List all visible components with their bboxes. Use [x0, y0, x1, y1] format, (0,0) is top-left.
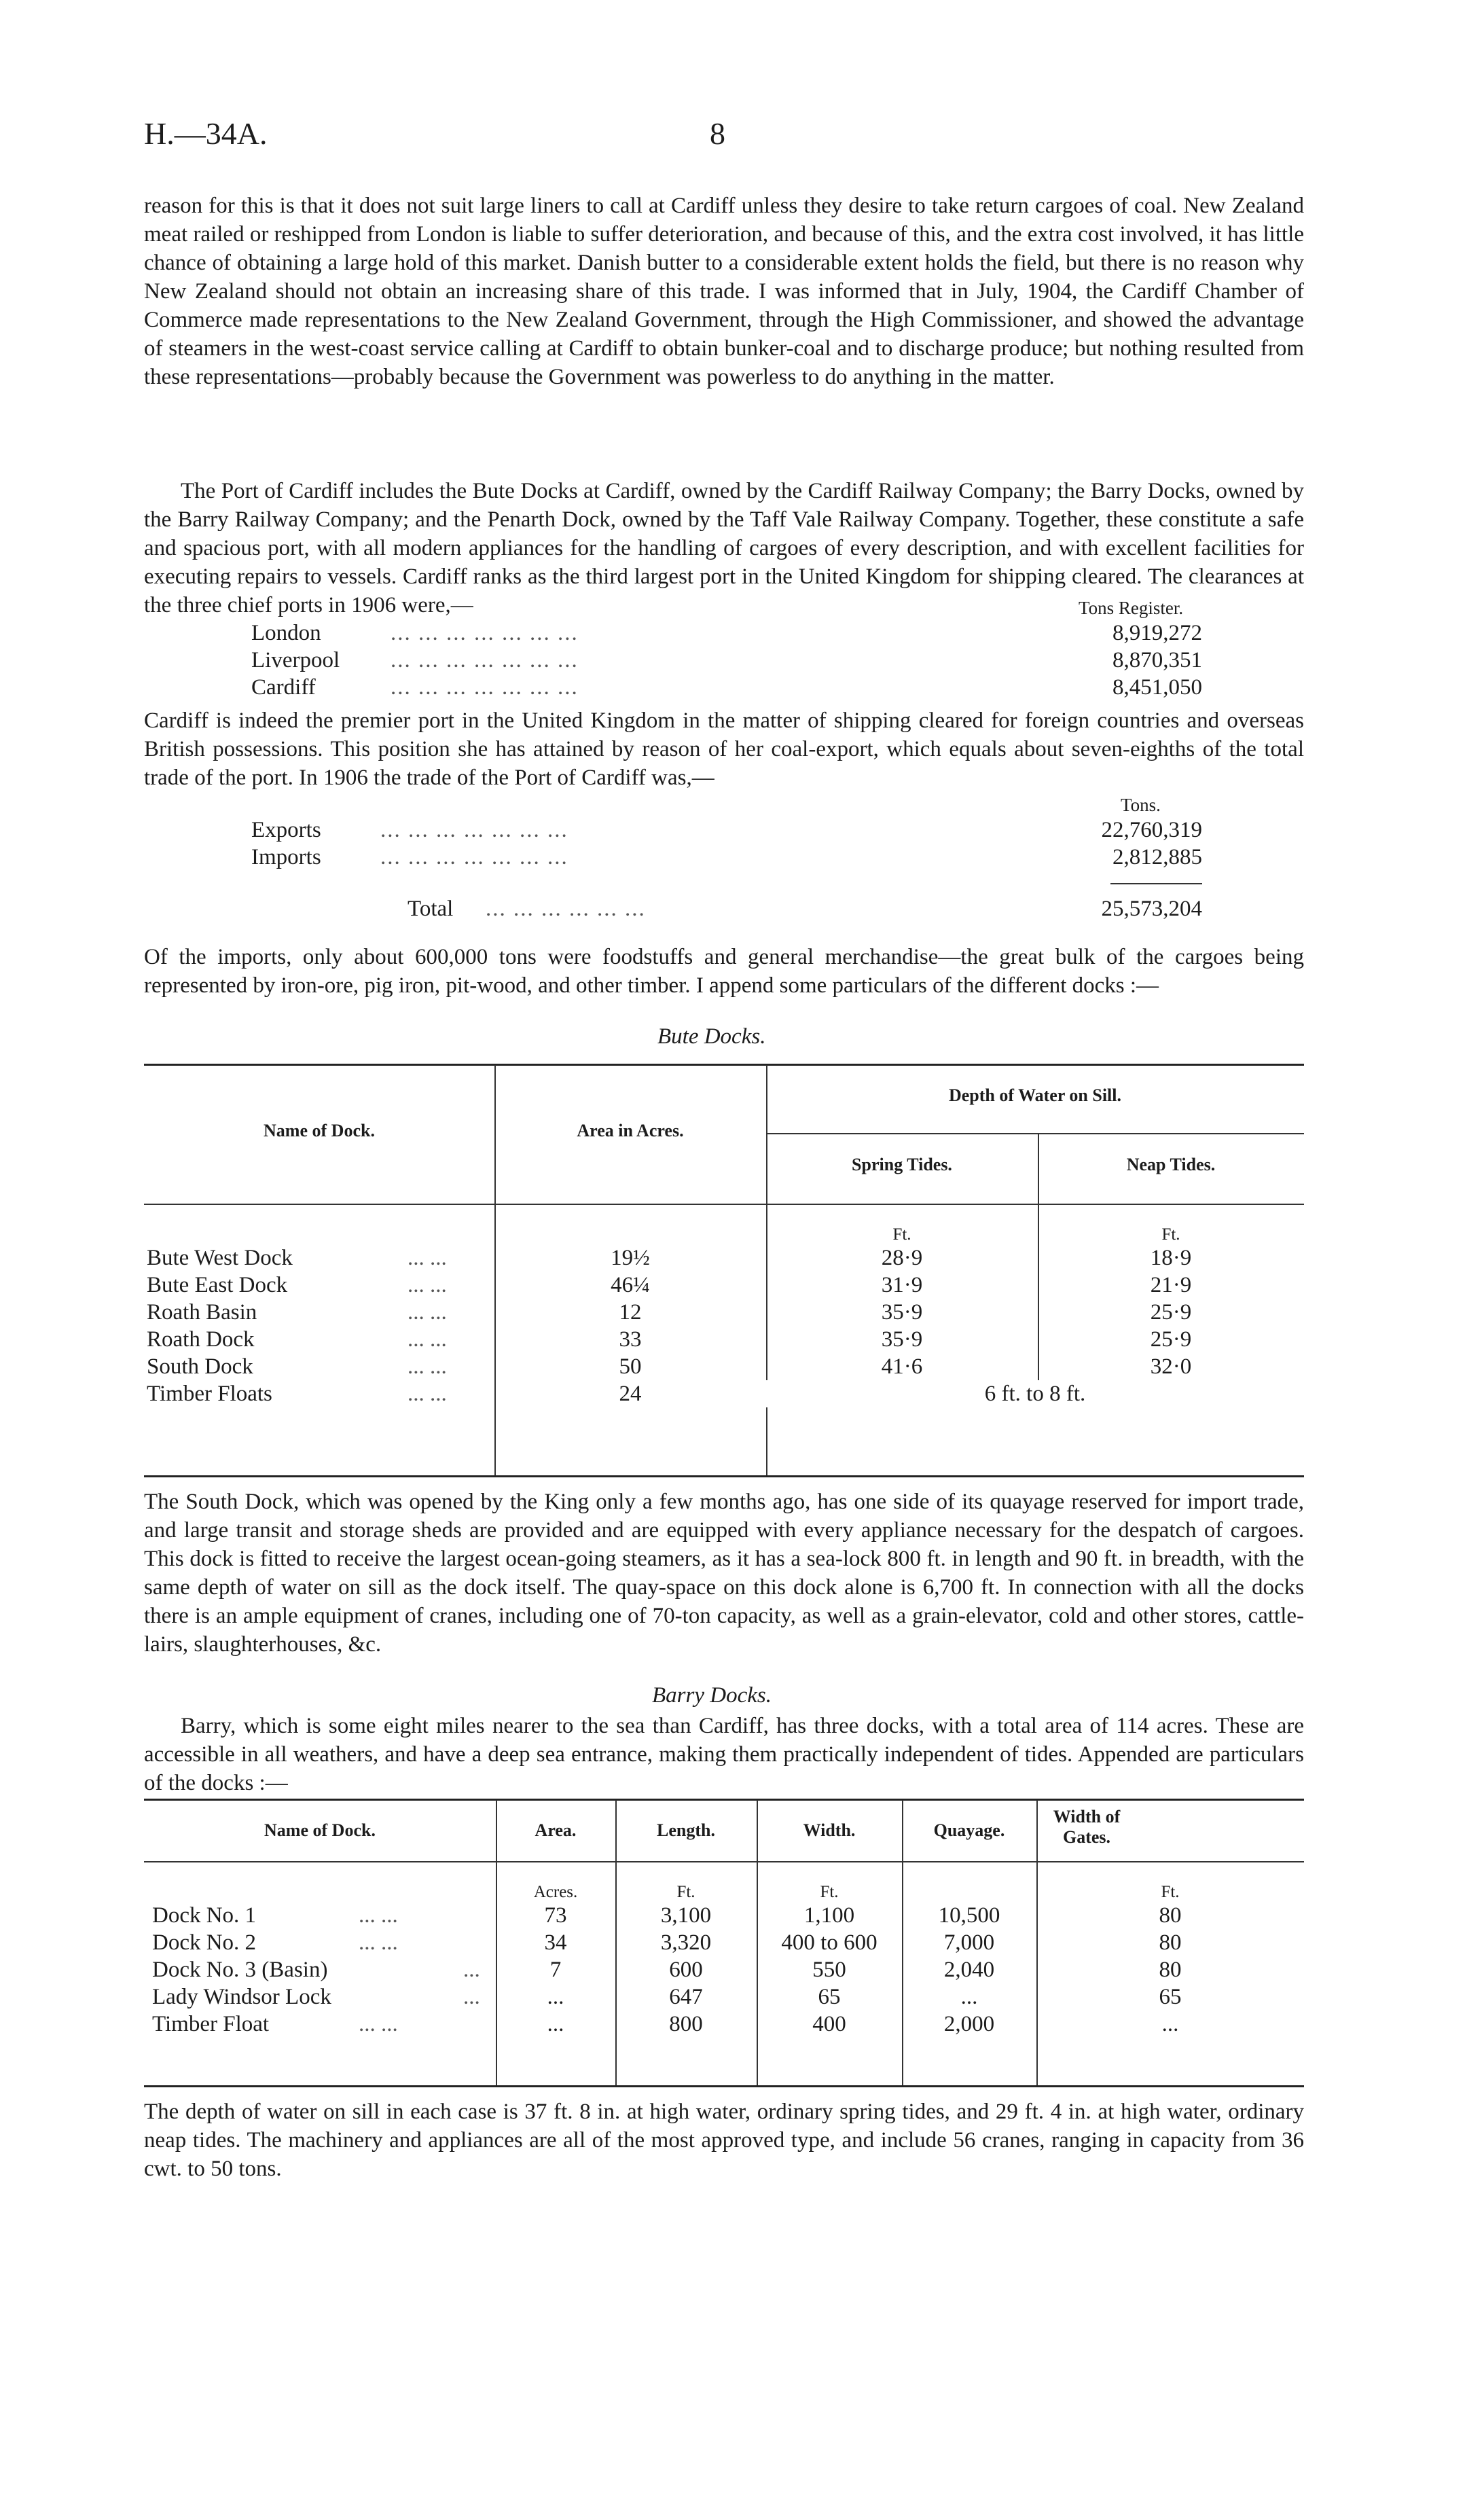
trade-total: [251, 895, 1202, 922]
leader-dots: ... ...: [408, 1300, 447, 1325]
gate-width: ...: [1161, 2012, 1179, 2036]
subheader-rule: [766, 1133, 1304, 1134]
header-bottom-rule: [144, 1204, 1304, 1205]
dock-name: Roath Basin: [147, 1300, 257, 1325]
unit-ft: Ft.: [1161, 1225, 1180, 1244]
page-number: 8: [710, 116, 725, 151]
neap-depth: 25·9: [1150, 1327, 1192, 1352]
port-tonnage: 8,919,272: [1112, 621, 1202, 645]
leader-dots: ... ...: [408, 1382, 447, 1406]
paragraph-barry: Barry, which is some eight miles nearer to the sea than Cardiff, has three docks, with a total area of 114 acres. These are accessible in all weathers, and have a deep sea entrance, making them practically independent of tides. Appended are particulars of the docks :—: [144, 1714, 1304, 1795]
port-name: London: [251, 621, 321, 645]
dock-name: Bute West Dock: [147, 1246, 293, 1270]
header-bottom-rule: [144, 1861, 1304, 1862]
leader-dots: ... ...: [408, 1354, 447, 1379]
spring-depth: 35·9: [881, 1327, 923, 1352]
trade-row: [251, 816, 1202, 844]
dock-area: 46¼: [611, 1273, 650, 1297]
leader-dots: ... ...: [359, 2012, 398, 2036]
trade-table: [251, 816, 1202, 871]
trade-label: Exports: [251, 818, 321, 842]
dock-length: 647: [669, 1985, 703, 2009]
leader-dots: ... ... ... ... ... ... ...: [391, 675, 579, 700]
dock-area: ...: [547, 2012, 564, 2036]
paragraph-imports: Of the imports, only about 600,000 tons were foodstuffs and general merchandise—the great bulk of the cargoes being represented by iron-ore, pig iron, pit-wood, and other timber. I append some particulars of the different docks :—: [144, 945, 1304, 998]
leader-dots: ... ... ... ... ... ... ...: [380, 845, 568, 869]
dock-quayage: 2,000: [943, 2012, 995, 2036]
trade-value: 2,812,885: [1112, 845, 1202, 869]
trade-row: [251, 844, 1202, 871]
header-area: Area.: [535, 1820, 577, 1840]
dock-area: ...: [547, 1985, 564, 2009]
dock-area: 50: [619, 1354, 642, 1379]
header-depth: Depth of Water on Sill.: [948, 1085, 1121, 1105]
neap-depth: 21·9: [1150, 1273, 1192, 1297]
paragraph-south-dock: The South Dock, which was opened by the King only a few months ago, has one side of its quayage reserved for import trade, and large transit and storage sheds are provided and are equipped with every appliance necessary for the despatch of cargoes. This dock is fitted to receive the largest ocean-going steamers, as it has a sea-lock 800 ft. in length and 90 ft. in breadth, with the same depth of water on sill as the dock itself. The quay-space on this dock alone is 6,700 ft. In connection with all the docks there is an ample equipment of cranes, including one of 70-ton capacity, as well as a grain-elevator, cold and other stores, cattle-lairs, slaughterhouses, &c.: [144, 1490, 1304, 1657]
leader-dots: ... ...: [408, 1327, 447, 1352]
unit-ft: Ft.: [1161, 1883, 1180, 1901]
gate-width: 80: [1159, 1903, 1182, 1928]
dock-quayage: 7,000: [943, 1930, 995, 1955]
spring-depth: 35·9: [881, 1300, 923, 1325]
paragraph-depth-of-water: The depth of water on sill in each case is 37 ft. 8 in. at high water, ordinary spring tides, and 29 ft. 4 in. at high water, ordinary neap tides. The machinery and appliances are all of the most approved type, and include 56 cranes, ranging in capacity from 36 cwt. to 50 tons.: [144, 2100, 1304, 2181]
timber-floats-depth: 6 ft. to 8 ft.: [766, 1380, 1304, 1407]
port-tonnage: 8,451,050: [1112, 675, 1202, 700]
tons-register-label: Tons Register.: [1079, 598, 1184, 618]
port-tonnage: 8,870,351: [1112, 648, 1202, 672]
leader-dots: ... ... ... ... ... ... ...: [391, 621, 579, 645]
clearances-table: [251, 619, 1202, 701]
header-quayage: Quayage.: [933, 1820, 1005, 1840]
dock-area: 24: [619, 1382, 642, 1406]
spring-depth: 28·9: [881, 1246, 923, 1270]
dock-width: 1,100: [803, 1903, 855, 1928]
dock-area: 34: [544, 1930, 567, 1955]
leader-dots: ... ...: [359, 1930, 398, 1955]
unit-ft: Ft.: [676, 1883, 695, 1901]
dock-width: 400: [812, 2012, 846, 2036]
dock-area: 12: [619, 1300, 642, 1325]
dock-width: 550: [812, 1958, 846, 1982]
dock-area: 73: [544, 1903, 567, 1928]
dock-name: Dock No. 1: [152, 1903, 257, 1928]
header-width: Width.: [803, 1820, 856, 1840]
total-value: 25,573,204: [1101, 897, 1202, 921]
leader-dots: ... ... ... ... ... ...: [486, 897, 646, 921]
gate-width: 80: [1159, 1958, 1182, 1982]
barry-docks-caption: Barry Docks.: [652, 1683, 772, 1708]
dock-quayage: 10,500: [938, 1903, 1000, 1928]
dock-length: 600: [669, 1958, 703, 1982]
table-bottom-rule: [144, 1475, 1304, 1477]
dock-name: Lady Windsor Lock: [152, 1985, 331, 2009]
dock-length: 3,100: [660, 1903, 712, 1928]
dock-name: Bute East Dock: [147, 1273, 288, 1297]
header-neap-tides: Neap Tides.: [1126, 1155, 1216, 1174]
dock-quayage: 2,040: [943, 1958, 995, 1982]
header-dock-name: Name of Dock.: [264, 1820, 376, 1840]
table-bottom-rule: [144, 2085, 1304, 2087]
leader-dots: ... ... ... ... ... ... ...: [391, 648, 579, 672]
leader-dots: ...: [463, 1985, 480, 2009]
neap-depth: 18·9: [1150, 1246, 1192, 1270]
paragraph-premier-port: Cardiff is indeed the premier port in the United Kingdom in the matter of shipping cleared for foreign countries and overseas British possessions. This position she has attained by reason of her coal-export, which equals about seven-eighths of the total trade of the port. In 1906 the trade of the Port of Cardiff was,—: [144, 708, 1304, 790]
clearance-row: [251, 647, 1202, 674]
dock-length: 3,320: [660, 1930, 712, 1955]
unit-ft: Ft.: [892, 1225, 911, 1244]
header-length: Length.: [657, 1820, 715, 1840]
dock-quayage: ...: [960, 1985, 978, 2009]
total-label: Total: [408, 897, 454, 921]
dock-width: 400 to 600: [781, 1930, 877, 1955]
clearance-row: [251, 674, 1202, 701]
paragraph-cardiff-liners: reason for this is that it does not suit large liners to call at Cardiff unless they desire to take return cargoes of coal. New Zealand meat railed or reshipped from London is liable to suffer deterioration, and because of this, and the extra cost involved, it has little chance of obtaining a large hold of this market. Danish butter to a considerable extent holds the field, but there is no reason why New Zealand should not obtain an increasing share of this trade. I was informed that in July, 1904, the Cardiff Chamber of Commerce made representations to the New Zealand Government, through the High Commissioner, and showed the advantage of steamers in the west-coast service calling at Cardiff to obtain bunker-coal and to discharge produce; but nothing resulted from these representations—probably because the Government was powerless to do anything in the matter.: [144, 194, 1304, 389]
dock-name: Timber Float: [152, 2012, 270, 2036]
leader-dots: ... ...: [408, 1246, 447, 1270]
header-width-of-gates: Width of Gates.: [1053, 1807, 1121, 1847]
dock-name: Dock No. 2: [152, 1930, 257, 1955]
neap-depth: 25·9: [1150, 1300, 1192, 1325]
dock-name: Timber Floats: [147, 1382, 272, 1406]
document-reference: H.—34A.: [144, 116, 268, 151]
table-top-rule: [144, 1064, 1304, 1066]
dock-name: Roath Dock: [147, 1327, 255, 1352]
spring-depth: 31·9: [881, 1273, 923, 1297]
leader-dots: ... ... ... ... ... ... ...: [380, 818, 568, 842]
port-name: Cardiff: [251, 675, 316, 700]
dock-area: 33: [619, 1327, 642, 1352]
spring-depth: 41·6: [881, 1354, 923, 1379]
dock-area: 19½: [611, 1246, 650, 1270]
trade-label: Imports: [251, 845, 321, 869]
dock-name: Dock No. 3 (Basin): [152, 1958, 328, 1982]
leader-dots: ... ...: [359, 1903, 398, 1928]
gate-width: 65: [1159, 1985, 1182, 2009]
clearance-row: [251, 619, 1202, 647]
bute-docks-caption: Bute Docks.: [657, 1024, 766, 1049]
dock-width: 65: [818, 1985, 841, 2009]
port-name: Liverpool: [251, 648, 340, 672]
dock-area: 7: [549, 1958, 562, 1982]
dock-name: South Dock: [147, 1354, 253, 1379]
header-dock-name: Name of Dock.: [264, 1121, 375, 1140]
dock-length: 800: [669, 2012, 703, 2036]
tons-label: Tons.: [1121, 795, 1161, 815]
header-spring-tides: Spring Tides.: [852, 1155, 952, 1174]
header-area: Area in Acres.: [577, 1121, 684, 1140]
gate-width: 80: [1159, 1930, 1182, 1955]
sum-rule: [1110, 883, 1202, 884]
unit-acres: Acres.: [533, 1883, 578, 1901]
unit-ft: Ft.: [820, 1883, 839, 1901]
leader-dots: ...: [463, 1958, 480, 1982]
neap-depth: 32·0: [1150, 1354, 1192, 1379]
table-top-rule: [144, 1799, 1304, 1801]
paragraph-port-of-cardiff: The Port of Cardiff includes the Bute Docks at Cardiff, owned by the Cardiff Railway Company; the Barry Docks, owned by the Barry Railway Company; and the Penarth Dock, owned by the Taff Vale Railway Company. Together, these constitute a safe and spacious port, with all modern appliances for the handling of cargoes of every description, and with excellent facilities for executing repairs to vessels. Cardiff ranks as the third largest port in the United Kingdom for shipping cleared. The clearances at the three chief ports in 1906 were,—: [144, 479, 1304, 617]
trade-value: 22,760,319: [1101, 818, 1202, 842]
trade-total-row: [251, 895, 1202, 922]
leader-dots: ... ...: [408, 1273, 447, 1297]
